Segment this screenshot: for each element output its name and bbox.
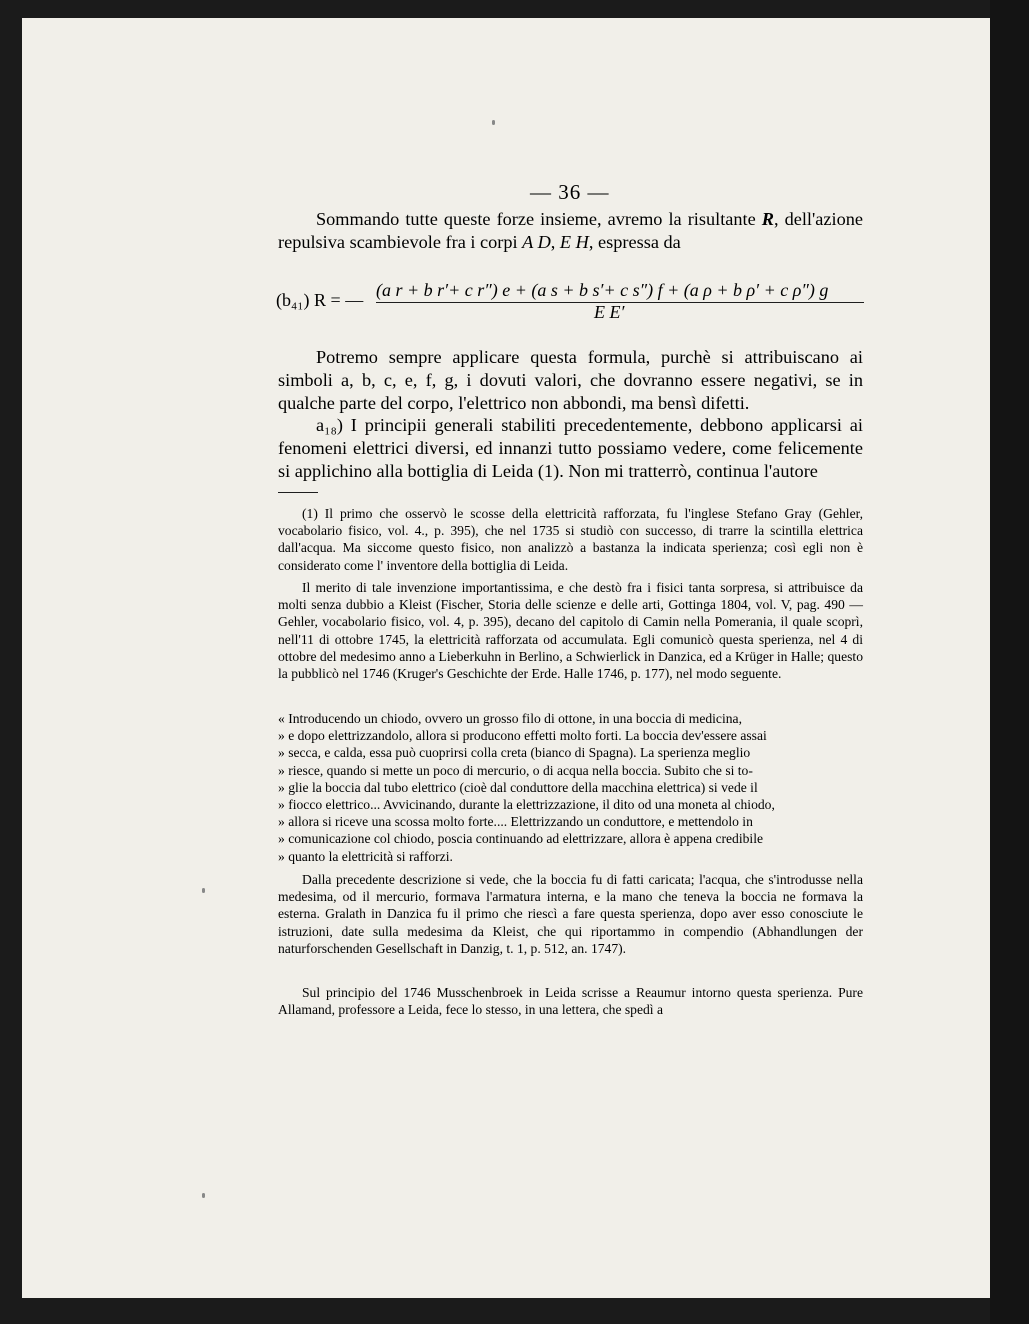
- formula-numerator: (a r + b r′+ c r″) e + (a s + b s′+ c s″) f + (a ρ + b ρ′ + c ρ″) g: [376, 280, 829, 300]
- paragraph-text: , dell'azione repulsiva scambievole fra i corpi: [278, 209, 863, 252]
- quote-line: » e dopo elettrizzandolo, allora si producono effetti molto forti. La boccia dev'essere assai: [278, 728, 767, 744]
- quote-line: » allora si riceve una scossa molto forte.... Elettrizzando un conduttore, e mettendolo in: [278, 814, 753, 830]
- paragraph-text: , espressa da: [588, 232, 681, 252]
- page-number: — 36 —: [530, 180, 610, 204]
- footnote-gralath: Dalla precedente descrizione si vede, che la boccia fu di fatti caricata; l'acqua, che s'introdusse nella medesima, od il mercurio, formava l'armatura interna, e la mano che teneva la boccia ne formava la esterna. Gralath in Danzica fu il primo che riescì a fare questa sperienza, dopo aver esso conosciute le istruzioni, date sulla medesima da Kleist, che qui riportammo in compendio (Abhandlungen der naturforschenden Gesellschaft in Danzig, t. 1, p. 512, an. 1747).: [278, 872, 863, 956]
- footnote-1: (1) Il primo che osservò le scosse della elettricità rafforzata, fu l'inglese Stefano Gray (Gehler, vocabolario fisico, vol. 4., p. 395), che nel 1735 si studiò con successo, di trarre la scintilla elettrica dall'acqua. Ma siccome questo fisico, non analizzò a bastanza la indicata sperienza; così egli non è considerato come l' inventore della bottiglia di Leida.: [278, 506, 863, 573]
- paragraph-intro: [278, 208, 863, 254]
- scan-border: [990, 0, 1029, 1324]
- quote-line: « Introducendo un chiodo, ovvero un grosso filo di ottone, in una boccia di medicina,: [278, 711, 742, 726]
- symbol-EH: E H: [559, 232, 589, 252]
- formula-label: (b₄₁) R = —: [276, 290, 364, 310]
- scan-speck: [202, 1193, 205, 1198]
- paragraph-text: ,: [550, 232, 560, 252]
- scan-speck: [492, 120, 495, 125]
- scan-speck: [202, 888, 205, 893]
- paragraph-text: Sommando tutte queste forze insieme, avremo la risultante: [316, 209, 762, 229]
- formula-b41: [276, 280, 866, 320]
- quote-line: » secca, e calda, essa può cuoprirsi colla creta (bianco di Spagna). La sperienza meglio: [278, 745, 751, 761]
- quote-line: » fiocco elettrico... Avvicinando, durante la elettrizzazione, il dito od una moneta al chiodo,: [278, 797, 775, 813]
- formula-denominator: E E′: [594, 302, 625, 322]
- footnote-rule: [278, 492, 318, 493]
- quote-line: » quanto la elettricità si rafforzi.: [278, 848, 453, 864]
- footnote-kleist: Il merito di tale invenzione importantissima, e che destò fra i fisici tanta sorpresa, si attribuisce da molti senza dubbio a Kleist (Fischer, Storia delle scienze e delle arti, Gottinga 1804, vol. V, pag. 490 — Gehler, vocabolario fisico, vol. 4, p. 395), decano del capitolo di Camin nella Pomerania, il quale scoprì, nell'11 di ottobre 1745, la elettricità rafforzata od accumulata. Egli comunicò questa sperienza, nel 4 di ottobre del medesimo anno a Lieberkuhn in Berlino, a Schwierlick in Danzica, ed a Krüger in Halle; questo la pubblicò nel 1746 (Kruger's Geschichte der Erde. Halle 1746, p. 177), nel modo seguente.: [278, 580, 863, 682]
- paragraph-formula-note: Potremo sempre applicare questa formula, purchè si attribuiscano ai simboli a, b, c, e, f, g, i dovuti valori, che dovranno essere negativi, se in qualche parte del corpo, l'elettrico non abbondi, ma bensì difetti.: [278, 347, 863, 413]
- footnote-musschenbroek: Sul principio del 1746 Musschenbroek in Leida scrisse a Reaumur intorno questa sperienza. Pure Allamand, professore a Leida, fece lo stesso, in una lettera, che spedì a: [278, 985, 863, 1018]
- symbol-AD: A D: [522, 232, 551, 252]
- quote-line: » riesce, quando si mette un poco di mercurio, o di acqua nella boccia. Subito che si to-: [278, 762, 753, 778]
- symbol-R: R: [761, 209, 774, 229]
- paragraph-a18: a₁₈) I principii generali stabiliti precedentemente, debbono applicarsi ai fenomeni elettrici diversi, ed innanzi tutto possiamo vedere, come felicemente si applichino alla bottiglia di Leida (1). Non mi tratterrò, continua l'autore: [278, 415, 863, 481]
- quote-line: » glie la boccia dal tubo elettrico (cioè dal conduttore della macchina elettrica) si vede il: [278, 779, 758, 795]
- quote-line: » comunicazione col chiodo, poscia continuando ad elettrizzare, allora è appena credibile: [278, 831, 764, 847]
- footnote-quote: [278, 710, 863, 865]
